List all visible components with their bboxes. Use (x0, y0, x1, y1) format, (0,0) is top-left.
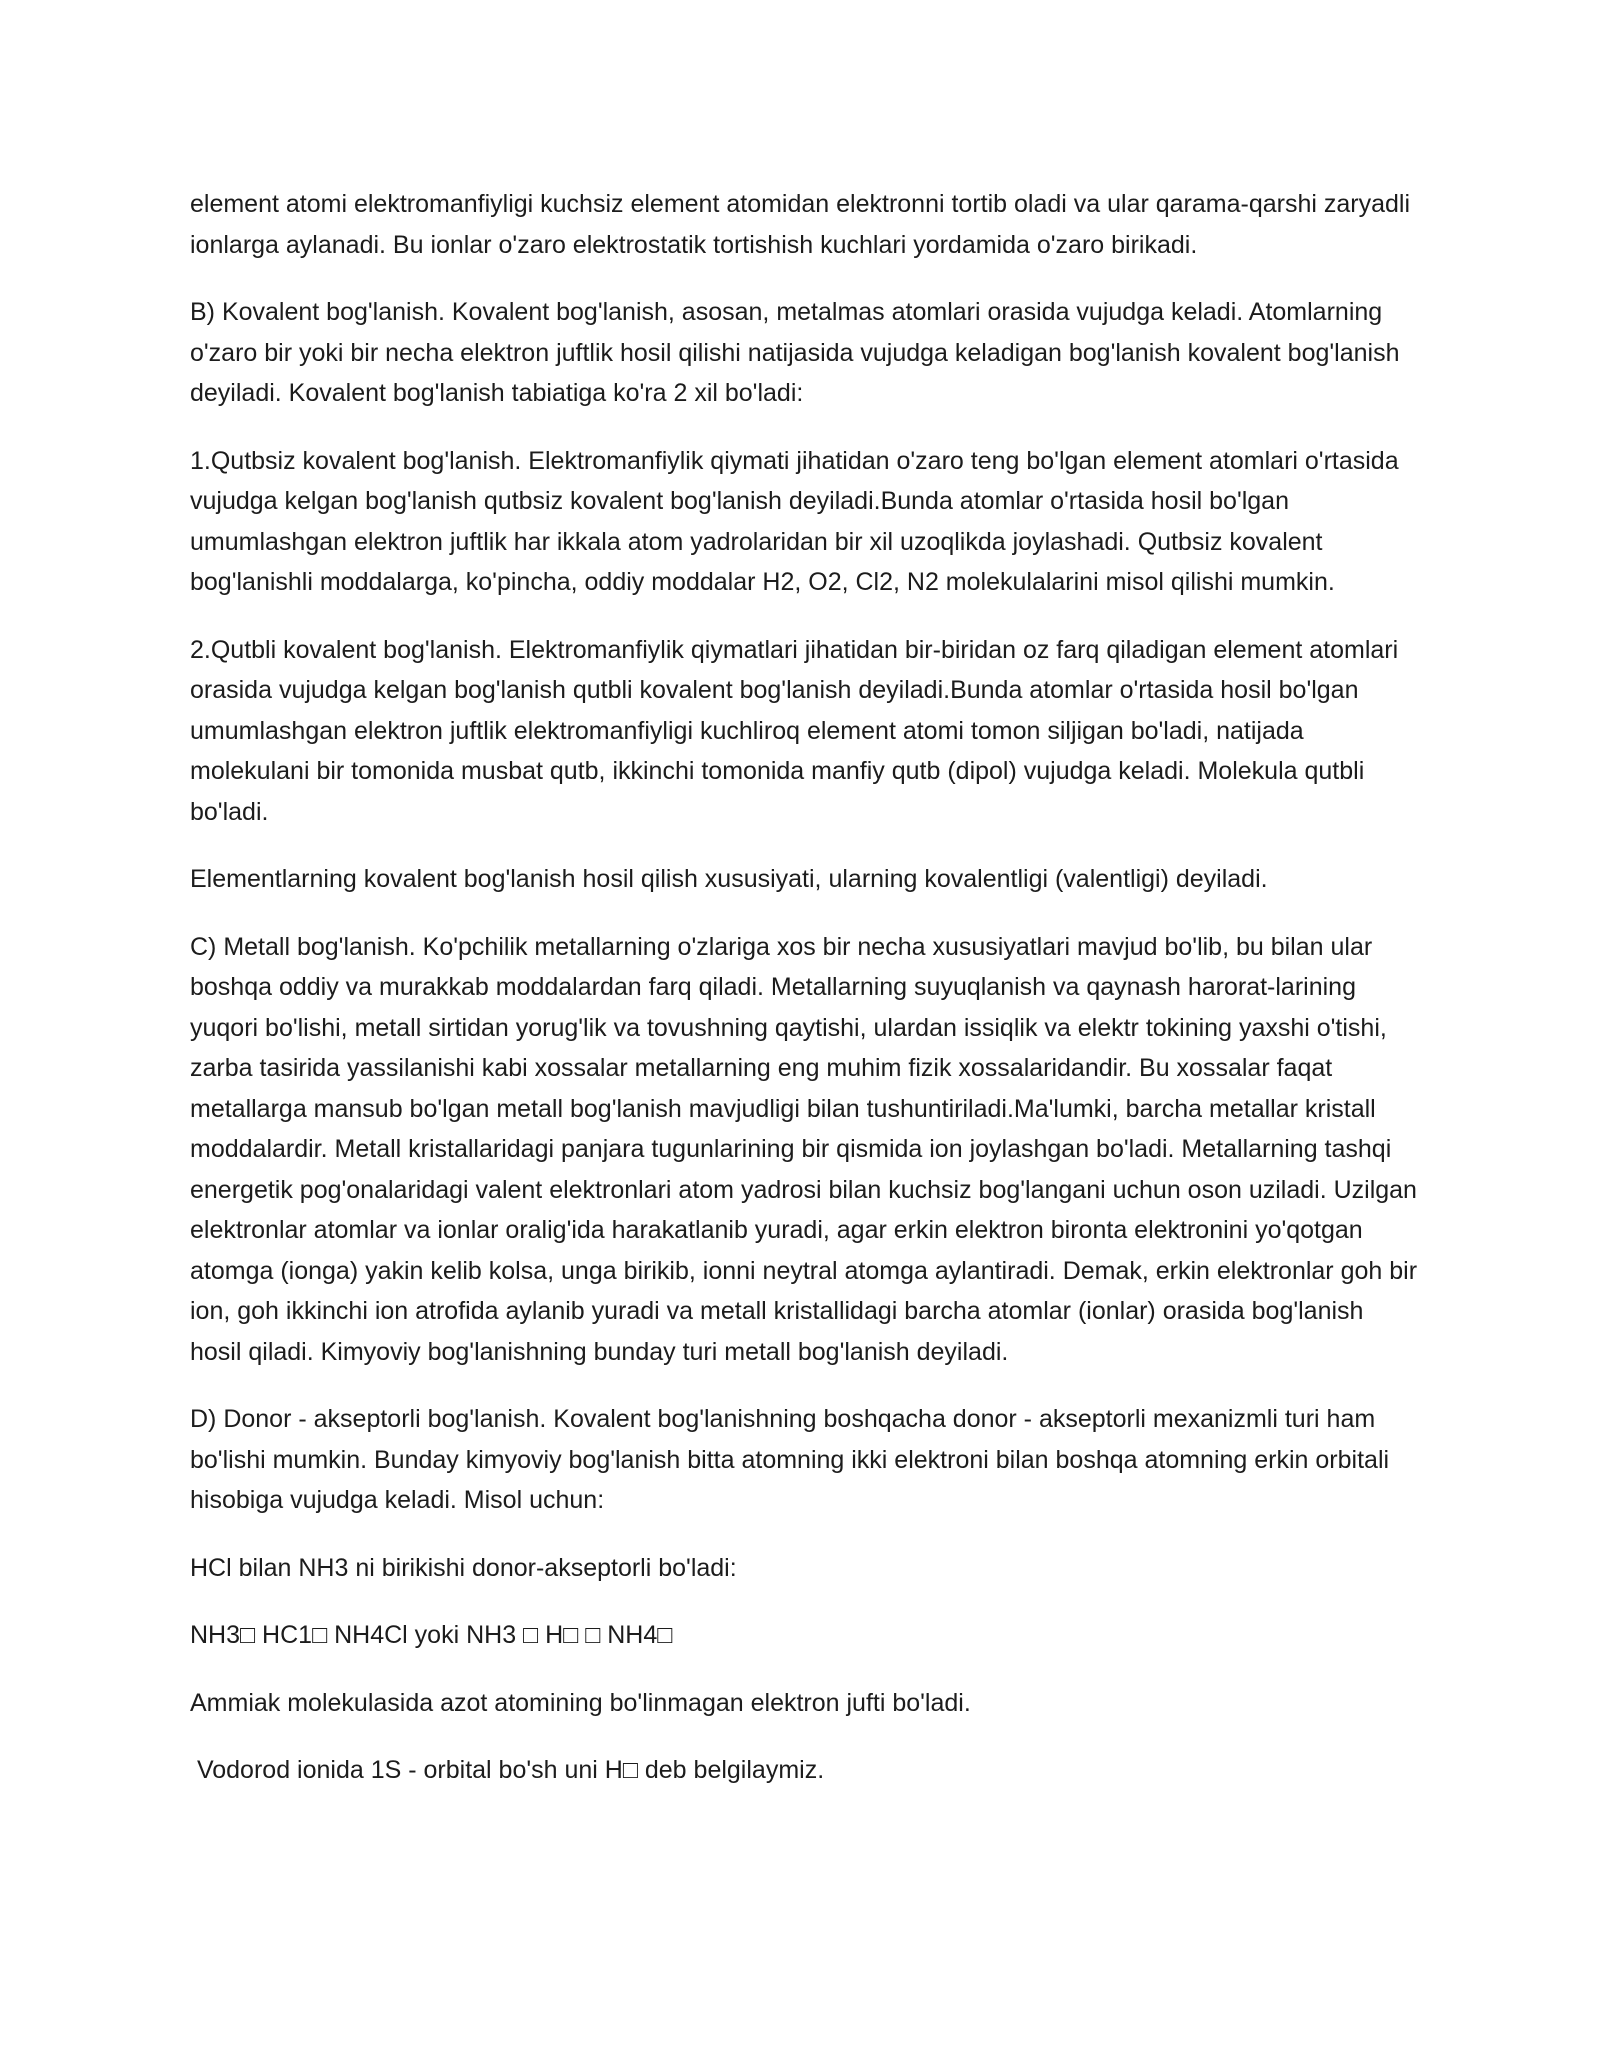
paragraph-metallic-bond: C) Metall bog'lanish. Ko'pchilik metallarning o'zlariga xos bir necha xususiyatlari mavjud bo'lib, bu bilan ular boshqa oddiy va murakkab moddalardan farq qiladi. Metallarning suyuqlanish va qaynash harorat-larining yuqori bo'lishi, metall sirtidan yorug'lik va tovushning qaytishi, ulardan issiqlik va elektr tokining yaxshi o'tishi, zarba tasirida yassilanishi kabi xossalar metallarning eng muhim fizik xossalaridandir. Bu xossalar faqat metallarga mansub bo'lgan metall bog'lanish mavjudligi bilan tushuntiriladi.Ma'lumki, barcha metallar kristall moddalardir. Metall kristallaridagi panjara tugunlarining bir qismida ion joylashgan bo'ladi. Metallarning tashqi energetik pog'onalaridagi valent elektronlari atom yadrosi bilan kuchsiz bog'langani uchun oson uziladi. Uzilgan elektronlar atomlar va ionlar oralig'ida harakatlanib yuradi, agar erkin elektron bironta elektronini yo'qotgan atomga (ionga) yakin kelib kolsa, unga birikib, ionni neytral atomga aylantiradi. Demak, erkin elektronlar goh bir ion, goh ikkinchi ion atrofida aylanib yuradi va metall kristallidagi barcha atomlar (ionlar) orasida bog'lanish hosil qiladi. Kimyoviy bog'lanishning bunday turi metall bog'lanish deyiladi. (190, 932, 1418, 1366)
paragraph-valence: Elementlarning kovalent bog'lanish hosil qilish xususiyati, ularning kovalentligi (valentligi) deyiladi. (190, 865, 1268, 893)
paragraph-ionic-continuation: element atomi elektromanfiyligi kuchsiz element atomidan elektronni tortib oladi va ular qarama-qarshi zaryadli ionlarga aylanadi. Bu ionlar o'zaro elektrostatik tortishish kuchlari yordamida o'zaro birikadi. (190, 190, 1411, 259)
paragraph-nonpolar-covalent: 1.Qutbsiz kovalent bog'lanish. Elektromanfiylik qiymati jihatidan o'zaro teng bo'lgan element atomlari o'rtasida vujudga kelgan bog'lanish qutbsiz kovalent bog'lanish deyiladi.Bunda atomlar o'rtasida hosil bo'lgan umumlashgan elektron juftlik har ikkala atom yadrolaridan bir xil uzoqlikda joylashadi. Qutbsiz kovalent bog'lanishli moddalarga, ko'pincha, oddiy moddalar H2, O2, Cl2, N2 molekulalarini misol qilishi mumkin. (190, 446, 1399, 596)
paragraph-donor-acceptor: D) Donor - akseptorli bog'lanish. Kovalent bog'lanishning boshqacha donor - akseptorli mexanizmli turi ham bo'lishi mumkin. Bunday kimyoviy bog'lanish bitta atomning ikki elektroni bilan boshqa atomning erkin orbitali hisobiga vujudga keladi. Misol uchun: (190, 1405, 1390, 1514)
document-body (190, 184, 1420, 1818)
paragraph-covalent-bond: B) Kovalent bog'lanish. Kovalent bog'lanish, asosan, metalmas atomlari orasida vujudga keladi. Atomlarning o'zaro bir yoki bir necha elektron juftlik hosil qilishi natijasida vujudga keladigan bog'lanish kovalent bog'lanish deyiladi. Kovalent bog'lanish tabiatiga ko'ra 2 xil bo'ladi: (190, 298, 1400, 407)
paragraph-polar-covalent: 2.Qutbli kovalent bog'lanish. Elektromanfiylik qiymatlari jihatidan bir-biridan oz farq qiladigan element atomlari orasida vujudga kelgan bog'lanish qutbli kovalent bog'lanish deyiladi.Bunda atomlar o'rtasida hosil bo'lgan umumlashgan elektron juftlik elektromanfiyligi kuchliroq element atomi tomon siljigan bo'ladi, natijada molekulani bir tomonida musbat qutb, ikkinchi tomonida manfiy qutb (dipol) vujudga keladi. Molekula qutbli bo'ladi. (190, 635, 1399, 826)
paragraph-hydrogen-ion: Vodorod ionida 1S - orbital bo'sh uni H□ deb belgilaymiz. (190, 1756, 825, 1784)
paragraph-ammonia: Ammiak molekulasida azot atomining bo'linmagan elektron jufti bo'ladi. (190, 1688, 971, 1717)
paragraph-equation: NH3□ HC1□ NH4Cl yoki NH3 □ H□ □ NH4□ (190, 1621, 673, 1649)
paragraph-hcl-nh3: HCl bilan NH3 ni birikishi donor-akseptorli bo'ladi: (190, 1553, 737, 1582)
